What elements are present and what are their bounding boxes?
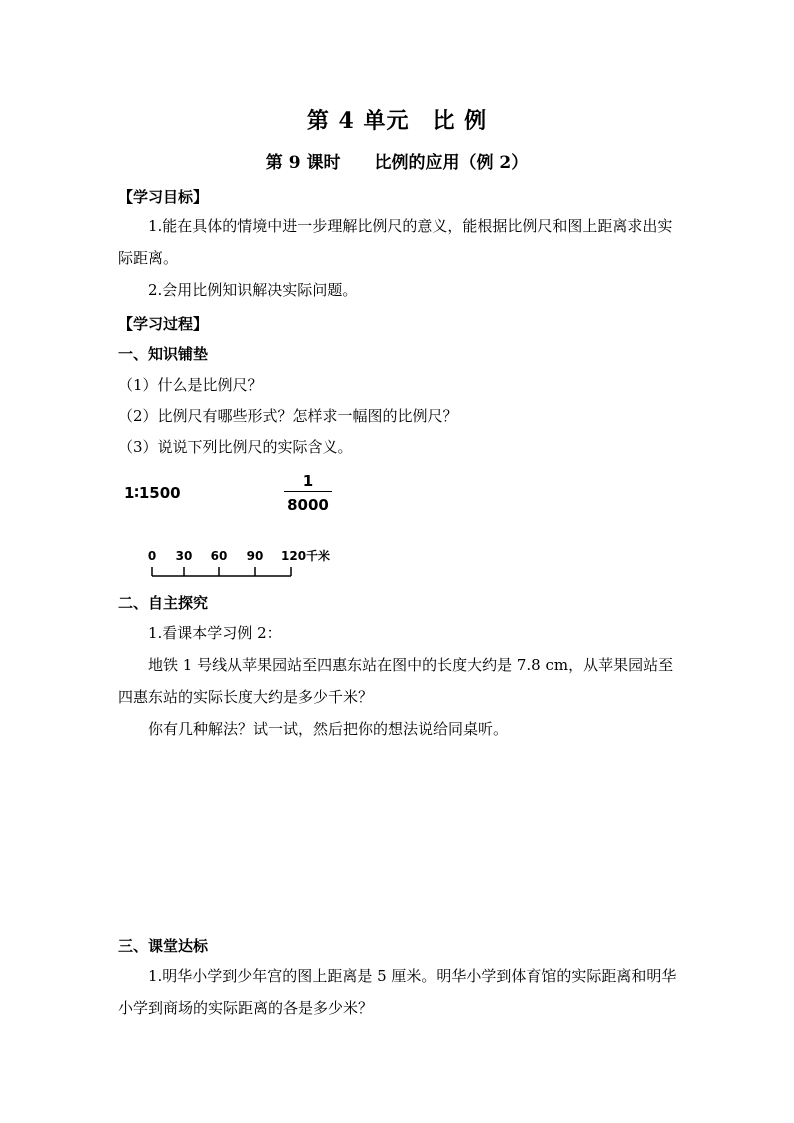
goal-item: 1.能在具体的情境中进一步理解比例尺的意义，能根据比例尺和图上距离求出实际距离。 xyxy=(118,217,673,267)
question-3: （3）说说下列比例尺的实际含义。 xyxy=(118,438,353,456)
scale-label: 30 xyxy=(175,549,193,563)
section2-heading: 二、自主探究 xyxy=(118,594,209,612)
section2-intro: 1.看课本学习例 2： xyxy=(148,624,282,642)
section3-problem: 1.明华小学到少年宫的图上距离是 5 厘米。明华小学到体育馆的实际距离和明华小学到商场的实际距离的各是多少米？ xyxy=(118,967,677,1017)
scale-label: 60 xyxy=(210,549,228,563)
lesson-subtitle: 第 9 课时 比例的应用（例 2） xyxy=(265,153,529,173)
scale-label: 120千米 xyxy=(281,549,331,563)
scale-label: 0 xyxy=(147,549,157,563)
process-heading: 【学习过程】 xyxy=(118,315,209,333)
section3-heading: 三、课堂达标 xyxy=(118,937,209,955)
fraction-denominator: 8000 xyxy=(287,496,329,514)
ratio-scale: 1∶1500 xyxy=(124,484,181,502)
question-1: （1）什么是比例尺？ xyxy=(118,376,263,394)
goal-item: 2.会用比例知识解决实际问题。 xyxy=(148,281,358,299)
section1-heading: 一、知识铺垫 xyxy=(118,345,209,363)
goals-heading: 【学习目标】 xyxy=(118,188,209,206)
section2-problem: 地铁 1 号线从苹果园站至四惠东站在图中的长度大约是 7.8 cm，从苹果园站至四惠东站的实际长度大约是多少千米？ xyxy=(118,656,674,706)
fraction-bar xyxy=(284,491,332,492)
unit-title: 第 4 单元 比 例 xyxy=(306,108,488,134)
section2-prompt: 你有几种解法？试一试，然后把你的想法说给同桌听。 xyxy=(148,720,509,738)
scale-label: 90 xyxy=(246,549,264,563)
fraction-numerator: 1 xyxy=(302,472,314,490)
line-scale-bar xyxy=(140,545,360,585)
question-2: （2）比例尺有哪些形式？怎样求一幅图的比例尺？ xyxy=(118,407,458,425)
